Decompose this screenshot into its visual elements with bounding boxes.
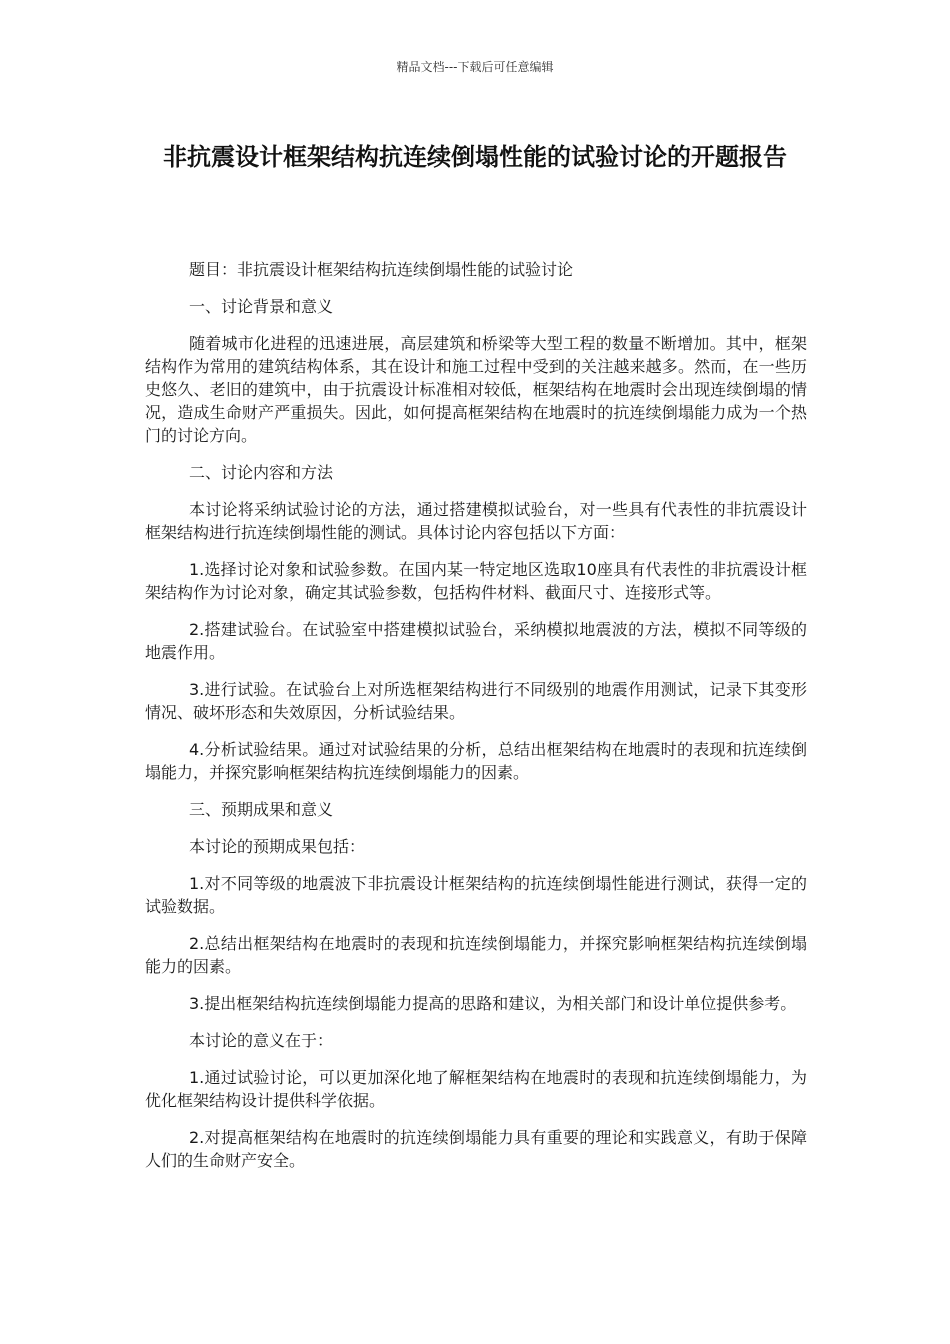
list-item-method-1: 1.选择讨论对象和试验参数。在国内某一特定地区选取10座具有代表性的非抗震设计框架结构作为讨论对象，确定其试验参数，包括构件材料、截面尺寸、连接形式等。 xyxy=(145,560,807,602)
list-item-significance-1: 1.通过试验讨论，可以更加深化地了解框架结构在地震时的表现和抗连续倒塌能力，为优化框架结构设计提供科学依据。 xyxy=(145,1068,807,1110)
document-title: 非抗震设计框架结构抗连续倒塌性能的试验讨论的开题报告 xyxy=(163,143,787,171)
list-item-method-2: 2.搭建试验台。在试验室中搭建模拟试验台，采纳模拟地震波的方法，模拟不同等级的地震作用。 xyxy=(145,620,807,662)
section-heading-outcomes: 三、预期成果和意义 xyxy=(189,800,334,819)
list-item-outcome-3: 3.提出框架结构抗连续倒塌能力提高的思路和建议，为相关部门和设计单位提供参考。 xyxy=(189,994,797,1013)
document-body xyxy=(145,258,807,1186)
list-item-method-4: 4.分析试验结果。通过对试验结果的分析，总结出框架结构在地震时的表现和抗连续倒塌能力，并探究影响框架结构抗连续倒塌能力的因素。 xyxy=(145,740,807,782)
topic-line: 题目：非抗震设计框架结构抗连续倒塌性能的试验讨论 xyxy=(189,260,574,279)
section-heading-content: 二、讨论内容和方法 xyxy=(189,463,334,482)
paragraph-outcomes-intro: 本讨论的预期成果包括： xyxy=(189,837,366,856)
page-header: 精品文档---下载后可任意编辑 xyxy=(396,60,554,74)
section-heading-background: 一、讨论背景和意义 xyxy=(189,297,334,316)
list-item-outcome-1: 1.对不同等级的地震波下非抗震设计框架结构的抗连续倒塌性能进行测试，获得一定的试验数据。 xyxy=(145,874,807,916)
paragraph-method-intro: 本讨论将采纳试验讨论的方法，通过搭建模拟试验台，对一些具有代表性的非抗震设计框架结构进行抗连续倒塌性能的测试。具体讨论内容包括以下方面： xyxy=(145,500,807,542)
list-item-significance-2: 2.对提高框架结构在地震时的抗连续倒塌能力具有重要的理论和实践意义，有助于保障人们的生命财产安全。 xyxy=(145,1128,807,1170)
paragraph-significance-intro: 本讨论的意义在于： xyxy=(189,1031,334,1050)
paragraph-background: 随着城市化进程的迅速进展，高层建筑和桥梁等大型工程的数量不断增加。其中，框架结构作为常用的建筑结构体系，其在设计和施工过程中受到的关注越来越多。然而，在一些历史悠久、老旧的建筑中，由于抗震设计标准相对较低，框架结构在地震时会出现连续倒塌的情况，造成生命财产严重损失。因此，如何提高框架结构在地震时的抗连续倒塌能力成为一个热门的讨论方向。 xyxy=(145,334,807,445)
list-item-outcome-2: 2.总结出框架结构在地震时的表现和抗连续倒塌能力，并探究影响框架结构抗连续倒塌能力的因素。 xyxy=(145,934,807,976)
list-item-method-3: 3.进行试验。在试验台上对所选框架结构进行不同级别的地震作用测试，记录下其变形情况、破坏形态和失效原因，分析试验结果。 xyxy=(145,680,807,722)
